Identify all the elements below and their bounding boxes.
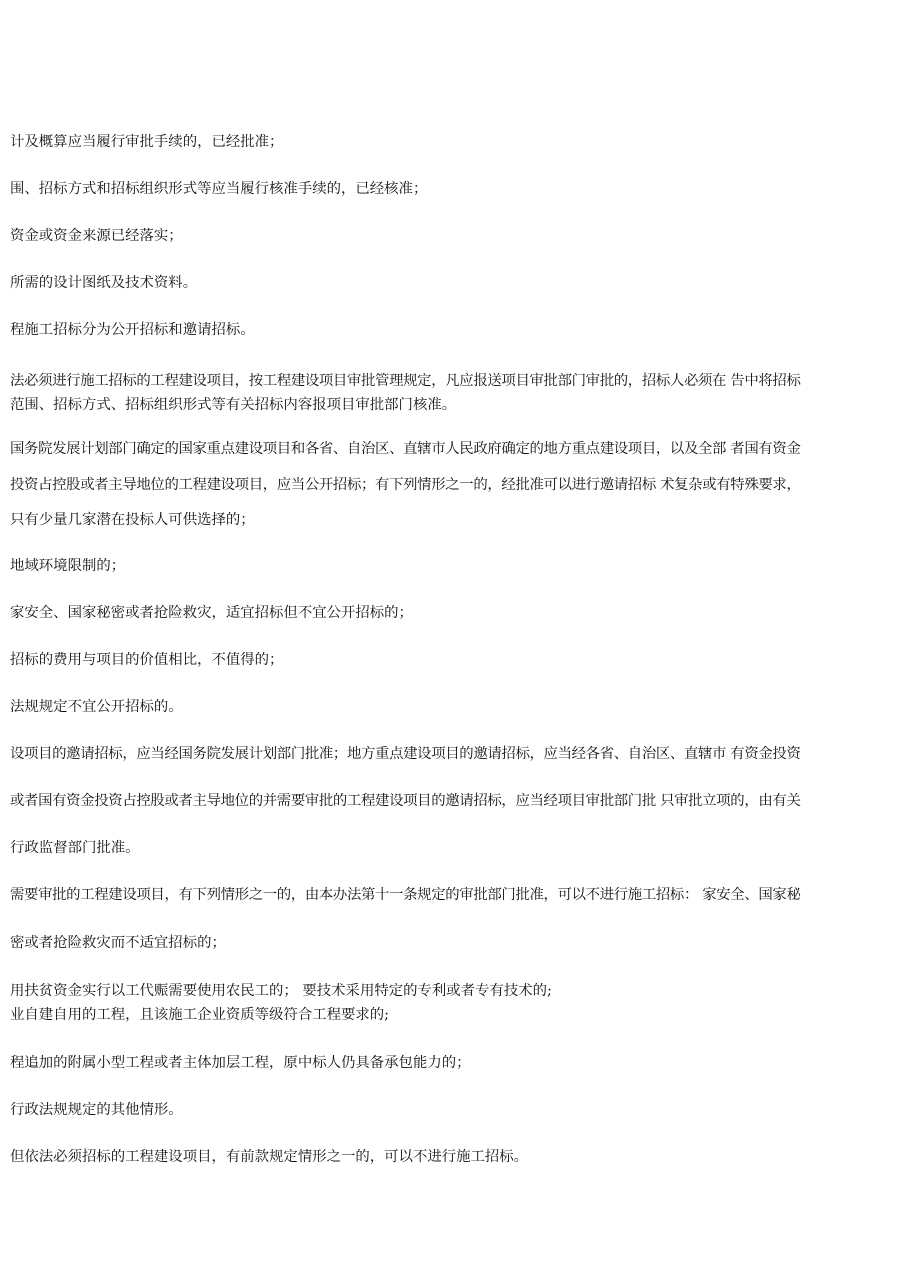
text-line: 业自建自用的工程，且该施工企业资质等级符合工程要求的; bbox=[10, 1007, 390, 1023]
text-line: 用扶贫资金实行以工代赈需要使用农民工的； 要技术采用特定的专利或者专有技术的; bbox=[10, 983, 552, 999]
text-line: 范围、招标方式、招标组织形式等有关招标内容报项目审批部门核准。 bbox=[10, 397, 457, 413]
text-line: 法必须进行施工招标的工程建设项目，按工程建设项目审批管理规定，凡应报送项目审批部门审批的，招标人必须在 告中将招标 bbox=[10, 373, 801, 389]
text-line: 或者国有资金投资占控股或者主导地位的并需要审批的工程建设项目的邀请招标，应当经项目审批部门批 只审批立项的，由有关 bbox=[10, 793, 801, 809]
text-line: 家安全、国家秘密或者抢险救灾，适宜招标但不宜公开招标的； bbox=[10, 605, 413, 621]
text-line: 需要审批的工程建设项目，有下列情形之一的，由本办法第十一条规定的审批部门批准，可以不进行施工招标： 家安全、国家秘 bbox=[10, 887, 801, 903]
text-line: 行政监督部门批准。 bbox=[10, 840, 140, 856]
text-line: 但依法必须招标的工程建设项目，有前款规定情形之一的，可以不进行施工招标。 bbox=[10, 1149, 529, 1165]
text-line: 程施工招标分为公开招标和邀请招标。 bbox=[10, 322, 255, 338]
text-line: 密或者抢险救灾而不适宜招标的； bbox=[10, 935, 226, 951]
text-line: 设项目的邀请招标，应当经国务院发展计划部门批准；地方重点建设项目的邀请招标，应当经各省、自治区、直辖市 有资金投资 bbox=[10, 746, 801, 762]
text-line: 投资占控股或者主导地位的工程建设项目，应当公开招标；有下列情形之一的，经批准可以进行邀请招标 术复杂或有特殊要求， bbox=[10, 477, 801, 493]
text-line: 围、招标方式和招标组织形式等应当履行核准手续的，已经核准； bbox=[10, 181, 428, 197]
text-line: 资金或资金来源已经落实； bbox=[10, 228, 183, 244]
text-line: 计及概算应当履行审批手续的，已经批准； bbox=[10, 134, 284, 150]
text-line: 行政法规规定的其他情形。 bbox=[10, 1102, 183, 1118]
text-line: 只有少量几家潜在投标人可供选择的； bbox=[10, 512, 255, 528]
text-line: 地域环境限制的； bbox=[10, 558, 126, 574]
text-line: 法规规定不宜公开招标的。 bbox=[10, 699, 183, 715]
text-line: 招标的费用与项目的价值相比，不值得的； bbox=[10, 652, 284, 668]
text-line: 程追加的附属小型工程或者主体加层工程，原中标人仍具备承包能力的； bbox=[10, 1055, 471, 1071]
text-line: 所需的设计图纸及技术资料。 bbox=[10, 275, 198, 291]
text-line: 国务院发展计划部门确定的国家重点建设项目和各省、自治区、直辖市人民政府确定的地方重点建设项目，以及全部 者国有资金 bbox=[10, 441, 801, 457]
